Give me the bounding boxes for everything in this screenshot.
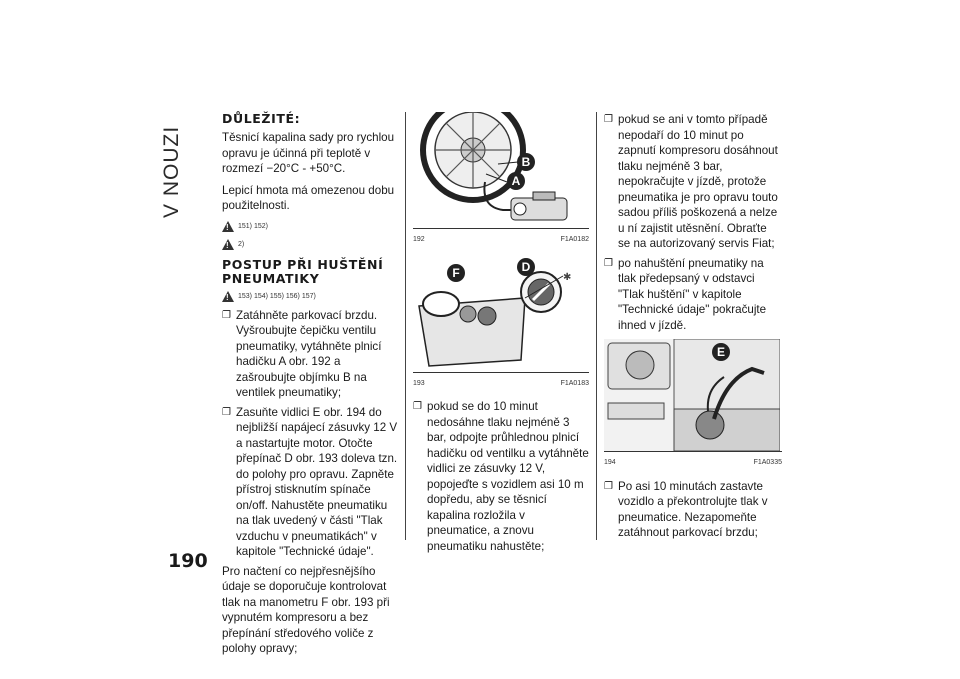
important-heading: DŮLEŽITÉ: <box>222 111 301 126</box>
warning-icon <box>222 239 234 250</box>
column-left <box>222 112 400 663</box>
figure-194 <box>604 339 782 452</box>
bullet-item: ❐ Po asi 10 minutách zastavte vozidlo a překontrolujte tlak v pneumatice. Nezapomeňte zatáhnout parkovací brzdu; <box>604 479 782 541</box>
bullet-item: ❐ po nahuštění pneumatiky na tlak předepsaný v odstavci "Tlak huštění" v kapitole "Technické údaje" pokračujte ihned v jízdě. <box>604 256 782 334</box>
figure-192 <box>413 112 589 229</box>
paragraph: Pro načtení co nejpřesnějšího údaje se doporučuje kontrolovat tlak na manometru F obr. 193 při vypnutém kompresoru a bez přepínání středového voliče z polohy opravy; <box>222 564 390 655</box>
figure-193 <box>413 256 589 373</box>
page-number: 190 <box>168 550 208 572</box>
warning-reference: ! 2) <box>222 238 400 252</box>
column-divider <box>405 112 406 540</box>
callout-label-B: B <box>517 153 535 171</box>
dashboard-socket-illustration <box>604 339 780 451</box>
column-divider <box>596 112 597 540</box>
callout-label-E: E <box>712 343 730 361</box>
svg-text:✱: ✱ <box>563 271 572 283</box>
warning-reference: ! 153) 154) 155) 156) 157) <box>222 290 400 304</box>
chapter-tab <box>158 80 198 220</box>
procedure-heading: POSTUP PŘI HUŠTĚNÍ PNEUMATIKY <box>222 256 384 286</box>
figure-caption: 193 F1A0183 <box>413 379 589 387</box>
compressor-wheel-illustration <box>413 112 589 228</box>
callout-label-D: D <box>517 258 535 276</box>
bullet-item: ❐ pokud se do 10 minut nedosáhne tlaku nejméně 3 bar, odpojte průhlednou plnicí hadičku od ventilku a vytáhněte vidlici ze zásuvky 12 V, popojeďte s vozidlem asi 10 m dopředu, aby se těsnicí kapalina rozložila v pneumatice, a znovu pneumatiku nahustěte; <box>413 399 589 554</box>
figure-caption: 192 F1A0182 <box>413 236 589 243</box>
callout-label-A: A <box>507 172 525 190</box>
callout-label-F: F <box>447 264 465 282</box>
paragraph: Těsnicí kapalina sady pro rychlou opravu je účinná při teplotě v rozmezí −20°C - +50°C. <box>222 131 395 175</box>
warning-icon <box>222 291 234 302</box>
warning-reference: ! 151) 152) <box>222 220 400 234</box>
column-right <box>604 112 782 545</box>
bullet-item: ❐ Zasuňte vidlici E obr. 194 do nejbližší napájecí zásuvky 12 V a nastartujte motor. Otočte přepínač D obr. 193 doleva tzn. do polohy pro opravu. Zapněte přístroj stisknutím spínače on/off. Nahustěte pneumatiku na tlak uvedený v části "Tlak vzduchu v pneumatikách" v kapitole "Technické údaje". <box>222 405 400 560</box>
bullet-item: ❐ pokud se ani v tomto případě nepodaří do 10 minut po zapnutí kompresoru dosáhnout tlaku nejméně 3 bar, nepokračujte v jízdě, protože pneumatika je pro opravu touto sadou příliš poškozená a nelze u ní zajistit utěsnění. Obraťte se na autorizovaný servis Fiat; <box>604 112 782 252</box>
figure-caption: 194 F1A0335 <box>604 459 782 466</box>
chapter-tab-label: V NOUZI <box>160 125 183 218</box>
column-middle <box>413 112 589 558</box>
warning-icon <box>222 221 234 232</box>
bullet-item: ❐ Zatáhněte parkovací brzdu. Vyšroubujte čepičku ventilu pneumatiky, vytáhněte plnicí hadičku A obr. 192 a zašroubujte objímku B na ventilek pneumatiky; <box>222 308 400 401</box>
paragraph: Lepicí hmota má omezenou dobu použitelnosti. <box>222 183 395 212</box>
compressor-top-illustration <box>413 256 589 372</box>
